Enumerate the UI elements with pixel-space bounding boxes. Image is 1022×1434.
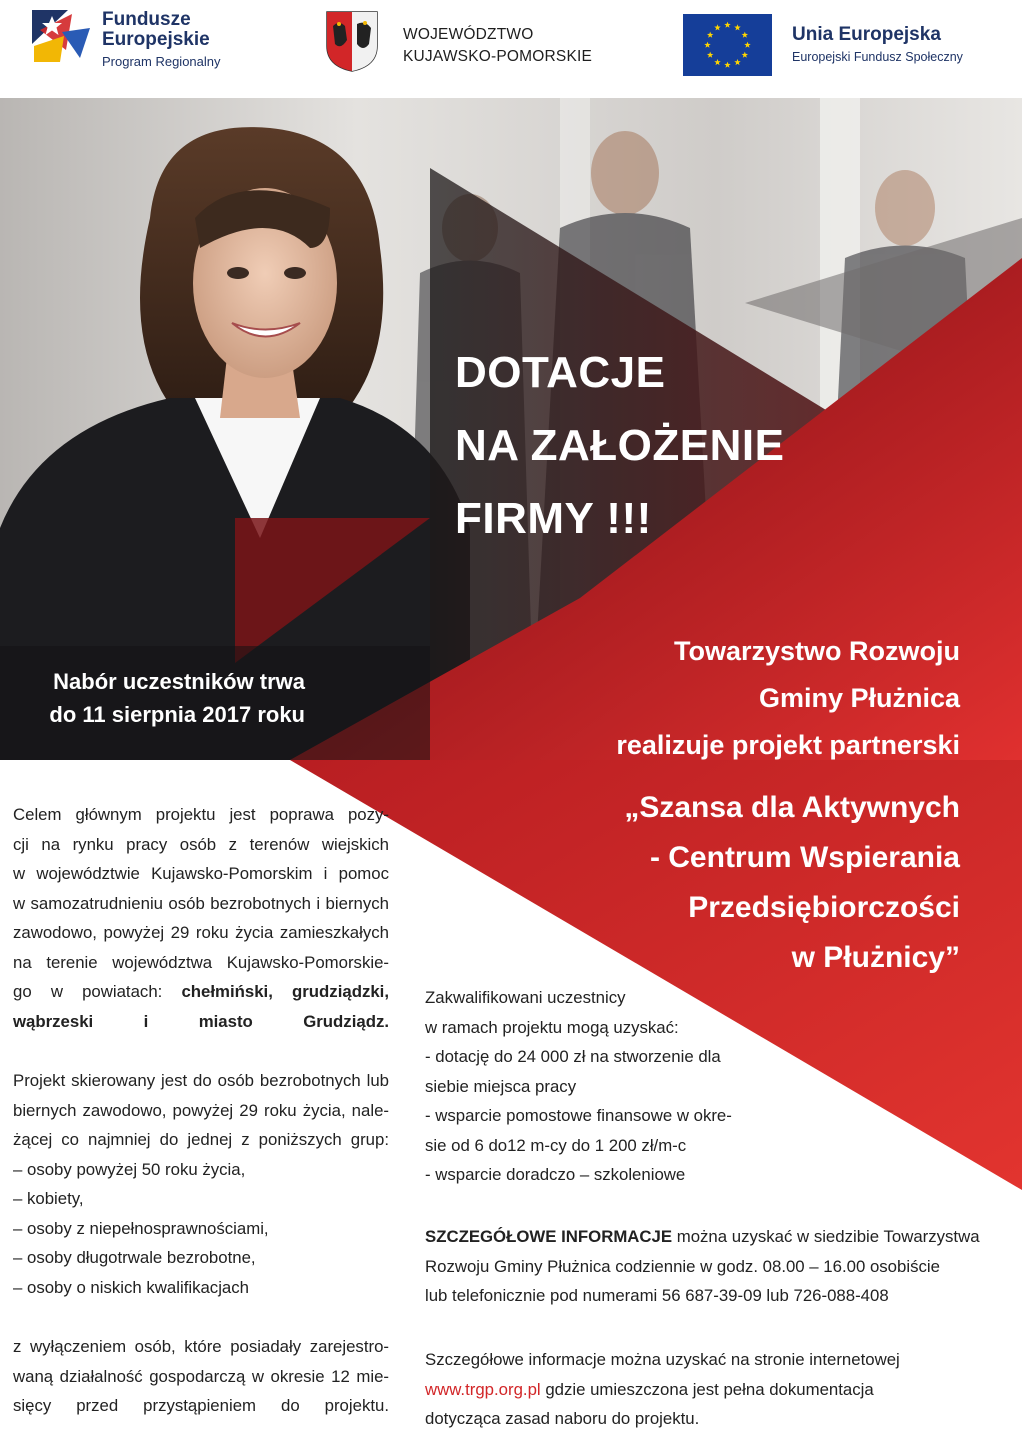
website-line: Szczegółowe informacje można uzyskać na stronie internetowej (425, 1350, 900, 1369)
fe-title-line2: Europejskie (102, 29, 210, 50)
project-name-line3: Przedsiębiorczości (688, 891, 960, 924)
website-line: dotycząca zasad naboru do projektu. (425, 1409, 700, 1428)
organizer-line2: Gminy Płużnica (758, 683, 960, 713)
website-info (425, 1345, 985, 1434)
districts-bold-a: chełmiński, grudziądzki, (181, 982, 389, 1001)
eu-flag-icon (683, 14, 772, 76)
target-groups-list (13, 1155, 389, 1303)
project-goal-paragraph (13, 800, 389, 1036)
target-line: biernych zawodowo, powyżej 29 roku życia, nale- (13, 1100, 389, 1120)
main-headline (455, 336, 784, 555)
project-name (480, 783, 960, 983)
fundusze-europejskie-logo-icon (32, 10, 92, 62)
list-item: – osoby powyżej 50 roku życia, (13, 1159, 246, 1179)
exclusion-line: waną działalność gospodarczą w okresie 12 mie- (13, 1366, 389, 1386)
goal-line: w samozatrudnieniu osób bezrobotnych i biernych (13, 893, 389, 913)
exclusion-line: sięcy przed przystąpieniem do projektu. (13, 1396, 389, 1415)
contact-info (425, 1222, 985, 1311)
info-heading: SZCZEGÓŁOWE INFORMACJE (425, 1227, 673, 1246)
support-line: Zakwalifikowani uczestnicy (425, 988, 626, 1007)
left-column (13, 800, 389, 1421)
list-item: – osoby o niskich kwalifikacjach (13, 1277, 249, 1297)
support-line: w ramach projektu mogą uzyskać: (425, 1017, 679, 1037)
districts-bold-b: wąbrzeski i miasto Grudziądz. (13, 1011, 389, 1031)
website-line-2 (425, 1375, 985, 1405)
voivodeship-crest-icon (325, 10, 379, 72)
eligible-support-block (425, 983, 755, 1190)
logo-bar (0, 0, 1022, 98)
organizer-statement (490, 628, 960, 769)
goal-line: cji na rynku pracy osób z terenów wiejskich (13, 834, 389, 854)
support-line: siebie miejsca pracy (425, 1076, 577, 1096)
goal-line: zawodowo, powyżej 29 roku życia zamieszkałych (13, 923, 389, 942)
eu-subtitle: Europejski Fundusz Społeczny (792, 50, 963, 64)
organizer-line3: realizuje projekt partnerski (616, 730, 960, 760)
eu-text (792, 24, 963, 64)
recruitment-line2: do 11 sierpnia 2017 roku (49, 702, 305, 727)
contact-line: Rozwoju Gminy Płużnica codziennie w godz. 08.00 – 16.00 osobiście (425, 1256, 940, 1276)
website-line-rest: gdzie umieszczona jest pełna dokumentacja (540, 1379, 874, 1399)
list-item: – osoby z niepełnosprawnościami, (13, 1218, 269, 1238)
headline-line2: NA ZAŁOŻENIE (455, 421, 785, 470)
exclusion-paragraph (13, 1332, 389, 1421)
exclusion-line: z wyłączeniem osób, które posiadały zarejestro- (13, 1337, 389, 1356)
fe-title-line1: Fundusze (102, 9, 191, 30)
voivodeship-line2: KUJAWSKO-POMORSKIE (403, 48, 593, 65)
voivodeship-text (403, 24, 592, 68)
project-name-line4: w Płużnicy” (791, 941, 960, 974)
contact-line-1 (425, 1222, 985, 1252)
goal-line: Celem głównym projektu jest poprawa pozy- (13, 805, 389, 824)
contact-line: lub telefonicznie pod numerami 56 687-39-09 lub 726-088-408 (425, 1286, 889, 1305)
goal-line: w województwie Kujawsko-Pomorskim i pomoc (13, 864, 389, 883)
recruitment-line1: Nabór uczestników trwa (53, 669, 305, 694)
headline-line1: DOTACJE (455, 348, 666, 397)
goal-line-districts (13, 977, 389, 1007)
fe-subtitle: Program Regionalny (102, 54, 221, 69)
organizer-line1: Towarzystwo Rozwoju (673, 636, 960, 666)
goal-line-prefix: go w powiatach: (13, 982, 182, 1001)
website-link[interactable]: www.trgp.org.pl (425, 1379, 541, 1399)
target-line: Projekt skierowany jest do osób bezrobotnych lub (13, 1071, 389, 1090)
support-line: sie od 6 do12 m-cy do 1 200 zł/m-c (425, 1135, 687, 1155)
fundusze-europejskie-text (102, 10, 221, 69)
project-name-line2: - Centrum Wspierania (649, 841, 960, 874)
project-name-line1: „Szansa dla Aktywnych (624, 791, 960, 824)
target-group-paragraph (13, 1066, 389, 1155)
voivodeship-line1: WOJEWÓDZTWO (403, 26, 534, 43)
info-rest: można uzyskać w siedzibie Towarzystwa (672, 1227, 980, 1246)
support-line: - wsparcie doradczo – szkoleniowe (425, 1165, 686, 1184)
list-item: – osoby długotrwale bezrobotne, (13, 1248, 256, 1267)
recruitment-deadline (0, 665, 305, 731)
support-line: - wsparcie pomostowe finansowe w okre- (425, 1106, 732, 1125)
headline-line3: FIRMY !!! (455, 494, 652, 543)
target-line: żącej co najmniej do jednej z poniższych grup: (13, 1130, 389, 1149)
goal-line: na terenie województwa Kujawsko-Pomorskie- (13, 952, 389, 972)
list-item: – kobiety, (13, 1189, 84, 1208)
eu-title: Unia Europejska (792, 24, 941, 45)
support-line: - dotację do 24 000 zł na stworzenie dla (425, 1047, 721, 1066)
